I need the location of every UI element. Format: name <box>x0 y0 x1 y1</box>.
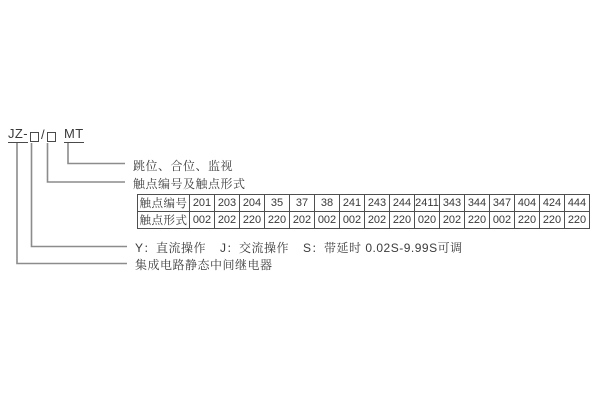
table-cell: 220 <box>390 212 415 229</box>
table-cell: 35 <box>265 195 290 212</box>
table-cell: 202 <box>440 212 465 229</box>
table-cell: 202 <box>365 212 390 229</box>
table-cell: 002 <box>490 212 515 229</box>
table-cell: 347 <box>490 195 515 212</box>
operation-ac-label: J：交流操作 <box>220 241 290 255</box>
table-cell: 343 <box>440 195 465 212</box>
table-cell: 38 <box>315 195 340 212</box>
table-cell: 002 <box>315 212 340 229</box>
table-cell: 220 <box>565 212 590 229</box>
leader-line-trip <box>68 143 125 164</box>
model-suffix: MT <box>64 126 84 141</box>
table-cell: 344 <box>465 195 490 212</box>
table-cell: 37 <box>290 195 315 212</box>
product-name-label: 集成电路静态中间继电器 <box>135 258 273 272</box>
contact-number-form-label: 触点编号及触点形式 <box>133 177 246 191</box>
trip-position-label: 跳位、合位、监视 <box>133 159 234 173</box>
leader-line-contact <box>48 143 126 182</box>
row-header-cell: 触点形式 <box>138 212 190 229</box>
table-cell: 002 <box>190 212 215 229</box>
table-cell: 243 <box>365 195 390 212</box>
contact-table-wrap <box>137 194 590 229</box>
table-cell: 020 <box>415 212 440 229</box>
table-cell: 220 <box>515 212 540 229</box>
operation-delay-label: S：带延时 0.02S-9.99S可调 <box>303 241 463 255</box>
table-cell: 220 <box>240 212 265 229</box>
table-cell: 241 <box>340 195 365 212</box>
table-row <box>138 195 590 212</box>
leader-line-product <box>17 143 127 264</box>
operation-mode-label <box>135 239 463 256</box>
table-cell: 002 <box>340 212 365 229</box>
leader-line-operation <box>32 143 128 247</box>
table-cell: 204 <box>240 195 265 212</box>
row-header-cell: 触点编号 <box>138 195 190 212</box>
table-cell: 220 <box>265 212 290 229</box>
table-cell: 220 <box>540 212 565 229</box>
operation-dc-label: Y：直流操作 <box>135 241 207 255</box>
contact-table <box>137 194 590 229</box>
table-cell: 244 <box>390 195 415 212</box>
table-cell: 201 <box>190 195 215 212</box>
model-prefix: JZ- <box>8 126 28 141</box>
table-cell: 2411 <box>415 195 440 212</box>
model-separator: / <box>40 127 45 142</box>
contact-table-body <box>138 195 590 229</box>
table-cell: 202 <box>215 212 240 229</box>
table-cell: 444 <box>565 195 590 212</box>
table-cell: 424 <box>540 195 565 212</box>
table-cell: 220 <box>465 212 490 229</box>
table-row <box>138 212 590 229</box>
table-cell: 404 <box>515 195 540 212</box>
table-cell: 203 <box>215 195 240 212</box>
table-cell: 202 <box>290 212 315 229</box>
